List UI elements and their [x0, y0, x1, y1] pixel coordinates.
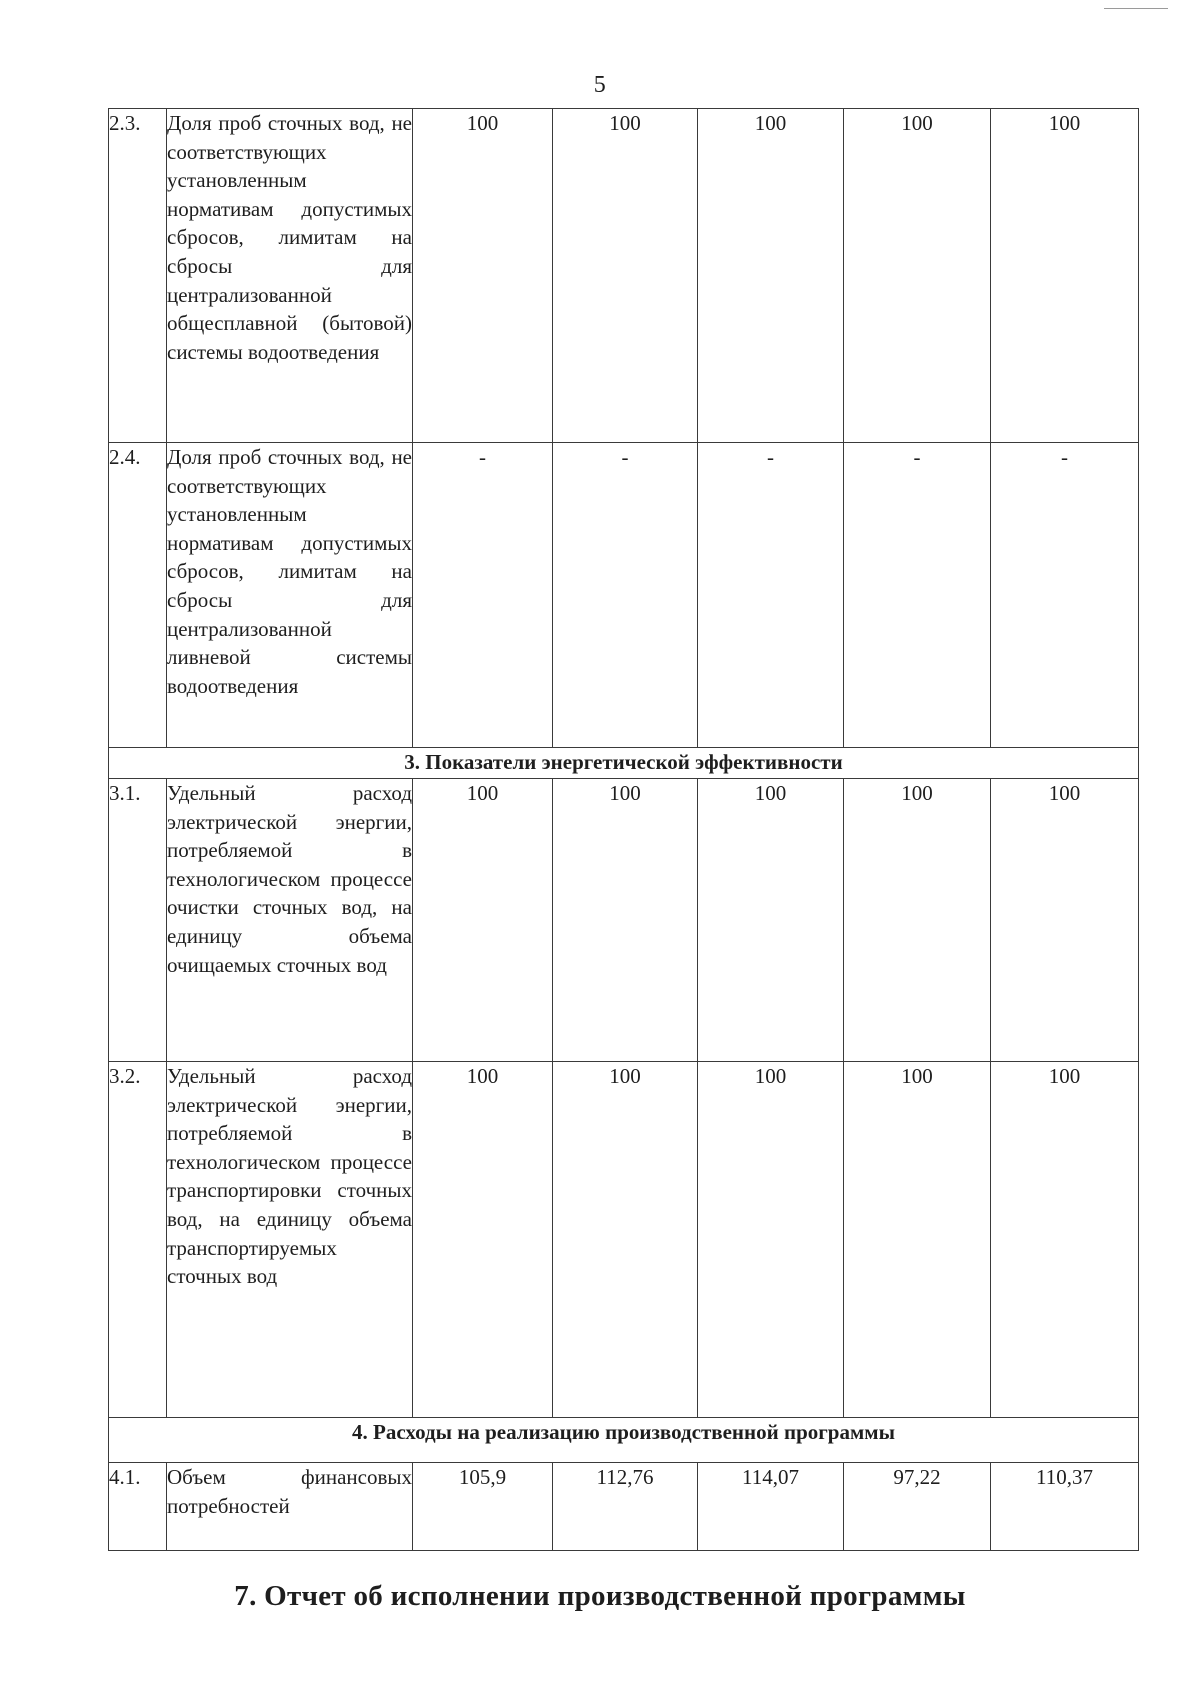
value-cell: 100 — [991, 109, 1139, 443]
indicator-name: Объем финансовых потребностей — [167, 1463, 413, 1551]
value-cell: 100 — [553, 1062, 698, 1418]
row-number: 2.3. — [109, 109, 167, 443]
indicators-table — [108, 108, 1139, 1551]
value-cell: - — [413, 443, 553, 748]
indicator-name: Удельный расход электрической энергии, потребляемой в технологическом процессе транспортировки сточных вод, на единицу объема транспортируемых сточных вод — [167, 1062, 413, 1418]
value-cell: 110,37 — [991, 1463, 1139, 1551]
row-number: 2.4. — [109, 443, 167, 748]
value-cell: 100 — [844, 109, 991, 443]
value-cell: 100 — [698, 1062, 844, 1418]
value-cell: - — [844, 443, 991, 748]
indicator-name: Доля проб сточных вод, не соответствующих установленным нормативам допустимых сбросов, лимитам на сбросы для централизованной общесплавной (бытовой) системы водоотведения — [167, 109, 413, 443]
value-cell: - — [553, 443, 698, 748]
section-title: 3. Показатели энергетической эффективности — [109, 748, 1139, 779]
value-cell: 112,76 — [553, 1463, 698, 1551]
value-cell: 100 — [413, 779, 553, 1062]
indicator-name: Доля проб сточных вод, не соответствующих установленным нормативам допустимых сбросов, лимитам на сбросы для централизованной ливневой системы водоотведения — [167, 443, 413, 748]
value-cell: 100 — [553, 109, 698, 443]
section-row — [109, 1418, 1139, 1463]
row-number: 3.1. — [109, 779, 167, 1062]
table-row — [109, 443, 1139, 748]
table-row — [109, 779, 1139, 1062]
value-cell: - — [698, 443, 844, 748]
value-cell: 100 — [844, 1062, 991, 1418]
scan-edge-line — [1104, 8, 1168, 9]
value-cell: 100 — [413, 109, 553, 443]
row-number: 4.1. — [109, 1463, 167, 1551]
indicator-name: Удельный расход электрической энергии, потребляемой в технологическом процессе очистки сточных вод, на единицу объема очищаемых сточных вод — [167, 779, 413, 1062]
value-cell: 100 — [844, 779, 991, 1062]
page-number: 5 — [593, 72, 607, 98]
row-number: 3.2. — [109, 1062, 167, 1418]
value-cell: 100 — [698, 779, 844, 1062]
value-cell: 114,07 — [698, 1463, 844, 1551]
section-title: 4. Расходы на реализацию производственной программы — [109, 1418, 1139, 1463]
section-row — [109, 748, 1139, 779]
value-cell: 100 — [698, 109, 844, 443]
value-cell: 100 — [413, 1062, 553, 1418]
value-cell: - — [991, 443, 1139, 748]
value-cell: 100 — [553, 779, 698, 1062]
value-cell: 100 — [991, 779, 1139, 1062]
value-cell: 97,22 — [844, 1463, 991, 1551]
value-cell: 105,9 — [413, 1463, 553, 1551]
section-heading: 7. Отчет об исполнении производственной программы — [234, 1580, 966, 1612]
table-row — [109, 1062, 1139, 1418]
table-row — [109, 1463, 1139, 1551]
value-cell: 100 — [991, 1062, 1139, 1418]
table-row — [109, 109, 1139, 443]
